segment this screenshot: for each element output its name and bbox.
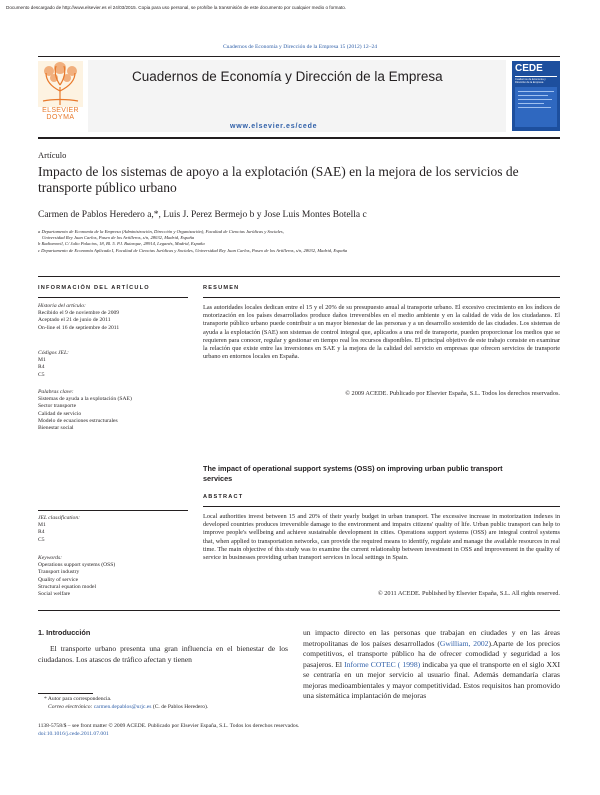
keyword: Operations support systems (OSS) — [38, 562, 116, 569]
jel-code: C5 — [38, 536, 45, 543]
journal-title: Cuadernos de Economía y Dirección de la Empresa — [132, 69, 443, 84]
keyword: Bienestar social — [38, 425, 74, 432]
intro-text-part: ).Aparte de los precios competitivos, el transporte público ha de ofrecer comodidad y seguridad a los pasajeros. El — [303, 638, 560, 669]
keywords-es — [38, 389, 188, 432]
resumen-heading: RESUMEN — [203, 285, 240, 291]
keyword: Modelo de ecuaciones estructurales — [38, 417, 118, 424]
introduction-left-text: El transporte urbano presenta una gran influencia en el bienestar de los ciudadanos. Los atascos de tráfico afectan y tienen — [38, 644, 288, 664]
citation-cotec-link[interactable]: Informe COTEC ( 1998) — [344, 659, 421, 669]
history-online: On-line el 16 de septiembre de 2011 — [38, 324, 120, 331]
keyword: Sistemas de ayuda a la explotación (SAE) — [38, 396, 132, 403]
keywords-en — [38, 555, 188, 598]
jel-label-en: JEL classification: — [38, 515, 81, 521]
article-info-heading: INFORMACIÓN DEL ARTÍCULO — [38, 285, 150, 291]
jel-code: C5 — [38, 371, 45, 378]
keyword: Sector transporte — [38, 403, 77, 410]
introduction-right-text — [303, 628, 560, 702]
corresponding-author-note: * Autor para correspondencia. — [44, 696, 112, 702]
intro-text-part: un impacto directo en las personas que trabajan en ciudades y en las áreas metropolitanas de los países desarrollados ( — [303, 628, 560, 648]
jel-code: R4 — [38, 529, 45, 536]
email-author: (C. de Pablos Heredero). — [151, 704, 209, 710]
keywords-label: Palabras clave: — [38, 389, 74, 395]
resumen-text: Las autoridades locales dedican entre el 15 y el 20% de su presupuesto anual al transporte urbano. El excesivo crecimiento en los índices de motorización en los países desarrollados produce daños irreversibles en el medio ambiente y en la calidad de vida de los ciudadanos. El transporte público urbano puede contribuir a un mayor bienestar de las personas y a un desarrollo sostenido de las ciudades. Los sistemas de ayuda a la explotación (SAE) son sistemas de control integral que, aplicados a una red de transporte, pueden proporcionar los medios que se requieren para conocer, regular y gestionar en tiempo real los recursos disponibles. El principal objetivo de este trabajo consiste en examinar la relación que existe entre las inversiones en SAE y la mejora de la calidad del servicio en empresas que ofrecen servicios de transporte urbano en entornos locales en España. — [203, 304, 560, 361]
jel-codes — [38, 350, 188, 379]
affiliation-a-cont: Universidad Rey Juan Carlos, Paseo de los Artilleros, s/n, 28032, Madrid, España — [42, 235, 195, 241]
keyword: Calidad de servicio — [38, 410, 82, 417]
abstract-text: Local authorities invest between 15 and 20% of their yearly budget in urban transport. The excessive increase in motorization indexes in developed countries produces irreversible damage to the environment and impairs citizens' quality of life. Urban public transport can help to improve people's wellbeing and achieve sustainable development in cities. Operations support systems (OSS) are integral control systems that, when applied to transportation networks, can provide the required means to identify, regulate and manage the available resources in real time. The main objective of this study was to examine the current relationship between investment in OSS and improvement in the quality of service in businesses providing urban transport services in local settings in Spain. — [203, 513, 560, 562]
abstract-copyright: © 2011 ACEDE. Published by Elsevier España, S.L. All rights reserved. — [377, 590, 560, 597]
download-notice: Documento descargado de http://www.elsevier.es el 24/03/2015. Copia para uso personal, se prohíbe la transmisión de este documento por cualquier medio o formato. — [6, 5, 347, 10]
keyword: Social welfare — [38, 591, 71, 598]
journal-url-link[interactable]: www.elsevier.es/cede — [230, 123, 318, 130]
history-received: Recibido el 9 de noviembre de 2009 — [38, 310, 120, 317]
author-list: Carmen de Pablos Heredero a,*, Luis J. Perez Bermejo b y Jose Luis Montes Botella c — [38, 210, 367, 220]
keywords-label-en: Keywords: — [38, 555, 63, 561]
history-accepted: Aceptado el 21 de junio de 2011 — [38, 317, 111, 324]
article-title: Impacto de los sistemas de apoyo a la explotación (SAE) en la mejora de los servicios de transporte público urbano — [38, 164, 519, 195]
front-matter-notice: 1138-5758/$ – see front matter © 2009 ACEDE. Publicado por Elsevier España, S.L. Todos los derechos reservados. — [38, 723, 300, 729]
cover-subtitle: Cuadernos de Economía y Dirección de la Empresa — [515, 78, 546, 85]
abstract-heading: ABSTRACT — [203, 494, 244, 500]
doyma-wordmark: DOYMA — [46, 114, 75, 121]
affiliation-a: a Departamento de Economía de la Empresa (Administración, Dirección y Organización), Facultad de Ciencias Jurídicas y Sociales, — [38, 229, 284, 234]
email-note — [48, 704, 298, 711]
keyword: Quality of service — [38, 576, 79, 583]
jel-label: Códigos JEL: — [38, 350, 69, 356]
elsevier-wordmark: ELSEVIER — [42, 107, 79, 114]
intro-text-part: indicaba ya que el transporte en el siglo XXI se centraría en un mejor servicio al usuario final. Además demandaría claras mejoras medioambientales y mayor competitividad. Estos requisitos han promovido una sistemática implantación de mejoras — [303, 659, 560, 700]
history-label: Historia del artículo: — [38, 303, 86, 309]
section-label: Artículo — [38, 150, 67, 160]
jel-codes-en — [38, 515, 188, 544]
citation-gwilliam-link[interactable]: Gwilliam, 2002 — [439, 638, 489, 648]
affiliation-b: b Radiomovil, C/ Julio Palacios, 18, Bl. 5. P.I. Butarque, 28914, Leganés, Madrid, España — [38, 241, 205, 247]
doi-link[interactable]: doi:10.1016/j.cede.2011.07.001 — [38, 731, 109, 737]
email-label: Correo electrónico: — [48, 704, 94, 710]
affiliations — [38, 229, 568, 254]
elsevier-logo — [38, 61, 83, 119]
affiliation-c: c Departamento de Economía Aplicada I, Facultad de Ciencias Jurídicas y Sociales, Universidad Rey Juan Carlos, Paseo de los Artilleros, s/n, 28032, Madrid, España — [38, 247, 348, 253]
resumen-copyright: © 2009 ACEDE. Publicado por Elsevier España, S.L. Todos los derechos reservados. — [345, 390, 560, 397]
article-history — [38, 303, 188, 332]
email-link[interactable]: carmen.depablos@urjc.es — [93, 704, 152, 710]
cover-acronym: CEDE — [515, 63, 543, 74]
journal-cover-thumbnail[interactable] — [512, 61, 560, 131]
keyword: Structural equation model — [38, 583, 97, 590]
keyword: Transport industry — [38, 569, 80, 576]
introduction-heading: 1. Introducción — [38, 628, 91, 637]
journal-reference[interactable]: Cuadernos de Economía y Dirección de la Empresa 15 (2012) 12–24 — [222, 44, 378, 50]
article-title-en: The impact of operational support systems (OSS) on improving urban public transport services — [203, 464, 503, 483]
jel-code: M1 — [38, 357, 46, 364]
jel-code: R4 — [38, 364, 45, 371]
jel-code: M1 — [38, 522, 46, 529]
